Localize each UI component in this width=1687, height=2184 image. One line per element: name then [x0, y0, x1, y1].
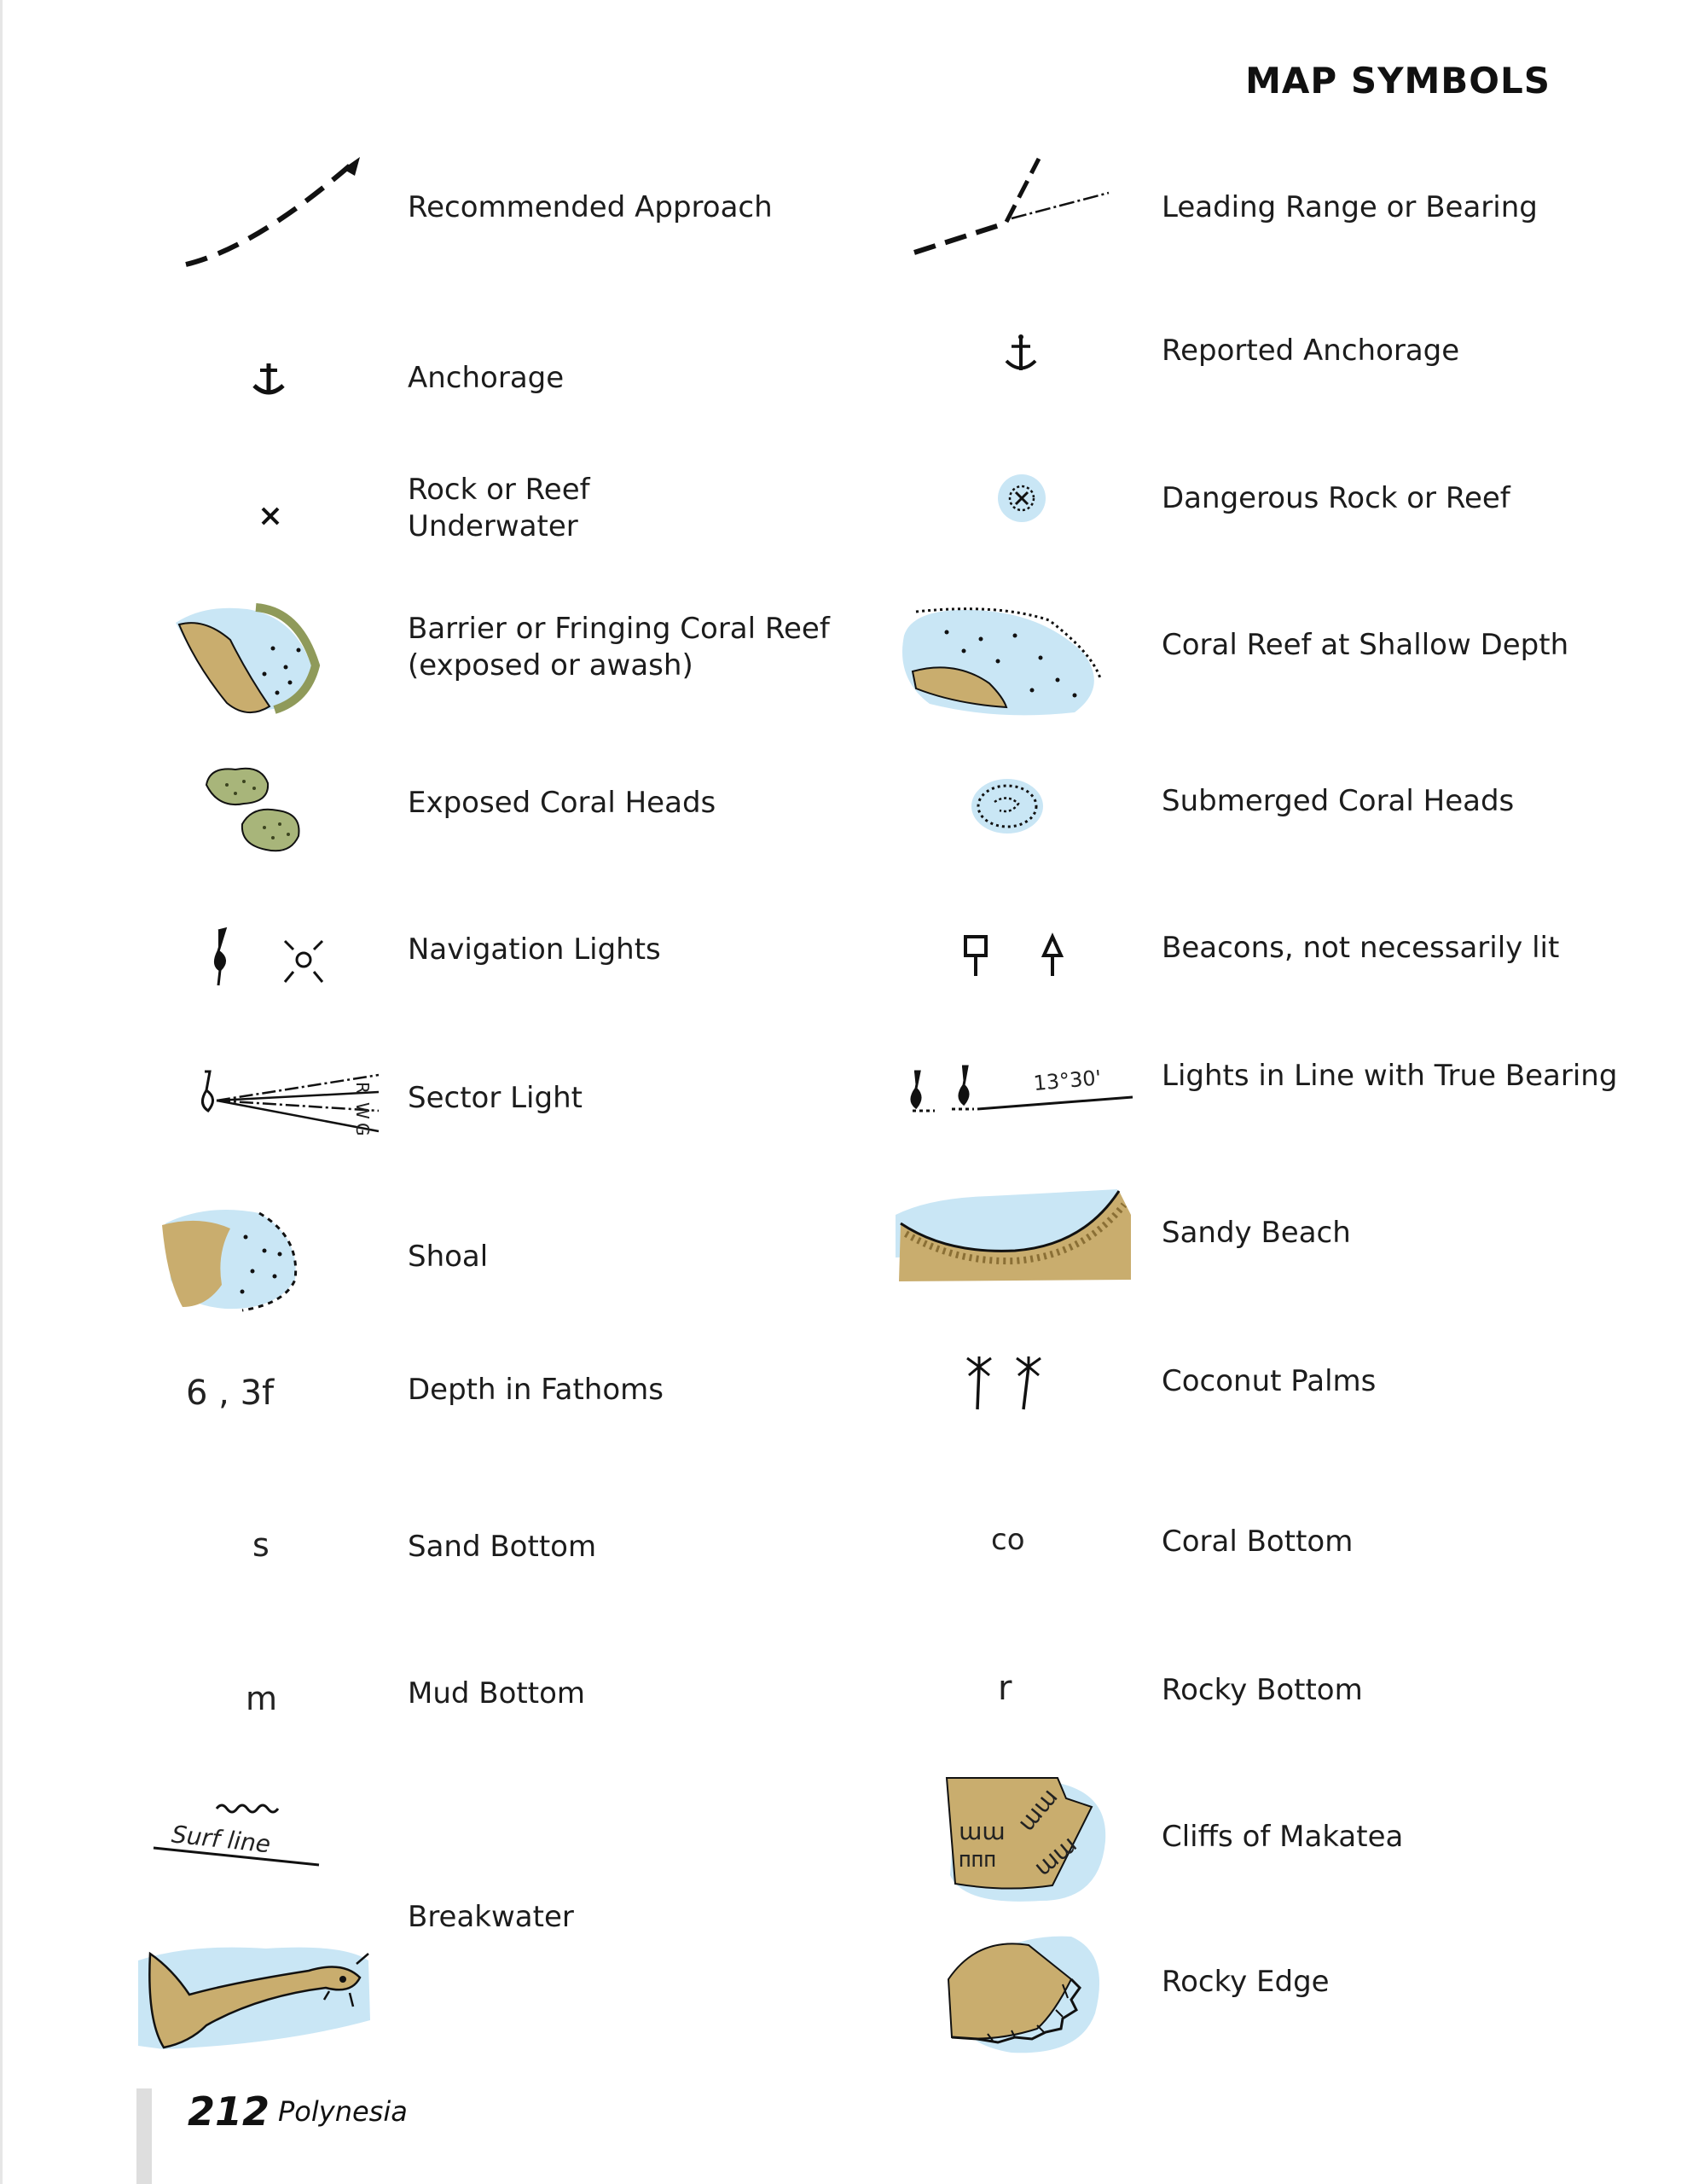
- label-rock-underwater-line1: Rock or Reef: [408, 473, 590, 507]
- depth-fathoms-text: 6 , 3f: [186, 1374, 275, 1413]
- label-beacons: Beacons, not necessarily lit: [1162, 931, 1560, 965]
- reported-anchorage-icon: [1000, 333, 1042, 377]
- rocky-edge-symbol: [943, 1928, 1105, 2056]
- label-depth-fathoms: Depth in Fathoms: [408, 1373, 664, 1407]
- coral-bottom-symbol: [989, 1519, 1041, 1561]
- label-barrier-reef-line2: (exposed or awash): [408, 648, 693, 682]
- breakwater-symbol: [138, 1926, 377, 2054]
- label-lights-in-line: Lights in Line with True Bearing: [1162, 1059, 1618, 1093]
- label-coral-shallow: Coral Reef at Shallow Depth: [1162, 628, 1569, 662]
- cliffs-ticks-1: ɯɯ: [959, 1817, 1006, 1845]
- label-breakwater: Breakwater: [408, 1900, 574, 1934]
- coconut-palms-symbol: [960, 1355, 1054, 1414]
- lights-in-line-symbol: [901, 1054, 1139, 1123]
- book-name: Polynesia: [278, 2095, 408, 2128]
- label-sand-bottom: Sand Bottom: [408, 1530, 597, 1564]
- sector-letter-g: G: [352, 1123, 373, 1136]
- label-rocky-edge: Rocky Edge: [1162, 1965, 1330, 1999]
- label-submerged-coral-heads: Submerged Coral Heads: [1162, 784, 1515, 818]
- anchorage-icon: [247, 358, 290, 401]
- rocky-bottom-symbol: [994, 1667, 1037, 1710]
- sandy-beach-symbol: [896, 1181, 1134, 1287]
- dangerous-rock-icon: [996, 473, 1047, 524]
- exposed-coral-heads-symbol: [201, 759, 312, 862]
- label-barrier-reef-line1: Barrier or Fringing Coral Reef: [408, 612, 830, 646]
- label-anchorage: Anchorage: [408, 361, 565, 395]
- label-dangerous-rock: Dangerous Rock or Reef: [1162, 481, 1510, 515]
- cliffs-ticks-3: ɯɯ: [1012, 1782, 1064, 1837]
- label-coconut-palms: Coconut Palms: [1162, 1364, 1377, 1398]
- label-shoal: Shoal: [408, 1240, 489, 1274]
- cliffs-ticks-2: ᴨᴨᴨ: [959, 1847, 996, 1873]
- navigation-lights-symbol: [201, 926, 338, 994]
- page-title: MAP SYMBOLS: [1245, 60, 1551, 102]
- label-sector-light: Sector Light: [408, 1081, 583, 1115]
- sand-bottom-symbol: [249, 1524, 283, 1566]
- label-rock-underwater-line2: Underwater: [408, 509, 578, 543]
- page-number: 212: [188, 2088, 270, 2135]
- bearing-text: 13°30': [1032, 1066, 1103, 1096]
- surf-line-text: Surf line: [170, 1820, 272, 1859]
- label-exposed-coral-heads: Exposed Coral Heads: [408, 786, 716, 820]
- label-coral-bottom: Coral Bottom: [1162, 1525, 1354, 1559]
- surf-line-symbol: [148, 1792, 328, 1894]
- sand-bottom-text: s: [252, 1526, 270, 1564]
- label-recommended-approach: Recommended Approach: [408, 190, 773, 224]
- cliffs-ticks-4: ɯɯ: [1028, 1830, 1082, 1882]
- label-rock-underwater: [408, 472, 590, 545]
- sector-letter-r: R: [352, 1082, 373, 1094]
- coral-bottom-text: co: [991, 1523, 1025, 1557]
- label-barrier-reef: [408, 611, 830, 684]
- page-edge: [0, 0, 3, 2184]
- label-cliffs-makatea: Cliffs of Makatea: [1162, 1820, 1404, 1854]
- sector-letter-w: W: [352, 1102, 373, 1119]
- coral-shallow-symbol: [896, 601, 1109, 721]
- label-reported-anchorage: Reported Anchorage: [1162, 334, 1460, 368]
- mud-bottom-symbol: [244, 1677, 287, 1720]
- leading-range-symbol: [911, 154, 1116, 264]
- mud-bottom-text: m: [246, 1680, 278, 1717]
- label-mud-bottom: Mud Bottom: [408, 1676, 585, 1711]
- submerged-coral-heads-symbol: [969, 776, 1046, 836]
- depth-fathoms-symbol: [183, 1365, 310, 1416]
- shoal-symbol: [157, 1203, 302, 1314]
- rock-underwater-icon: [258, 503, 283, 529]
- label-navigation-lights: Navigation Lights: [408, 932, 661, 967]
- label-rocky-bottom: Rocky Bottom: [1162, 1673, 1363, 1707]
- sector-light-symbol: [191, 1066, 387, 1143]
- cliffs-makatea-symbol: [938, 1773, 1109, 1909]
- barrier-reef-symbol: [171, 597, 324, 725]
- label-leading-range: Leading Range or Bearing: [1162, 190, 1538, 224]
- label-sandy-beach: Sandy Beach: [1162, 1216, 1351, 1250]
- beacons-symbol: [962, 932, 1073, 979]
- footer-bar: [136, 2088, 152, 2184]
- rocky-bottom-text: r: [998, 1669, 1012, 1708]
- recommended-approach-symbol: [179, 154, 367, 273]
